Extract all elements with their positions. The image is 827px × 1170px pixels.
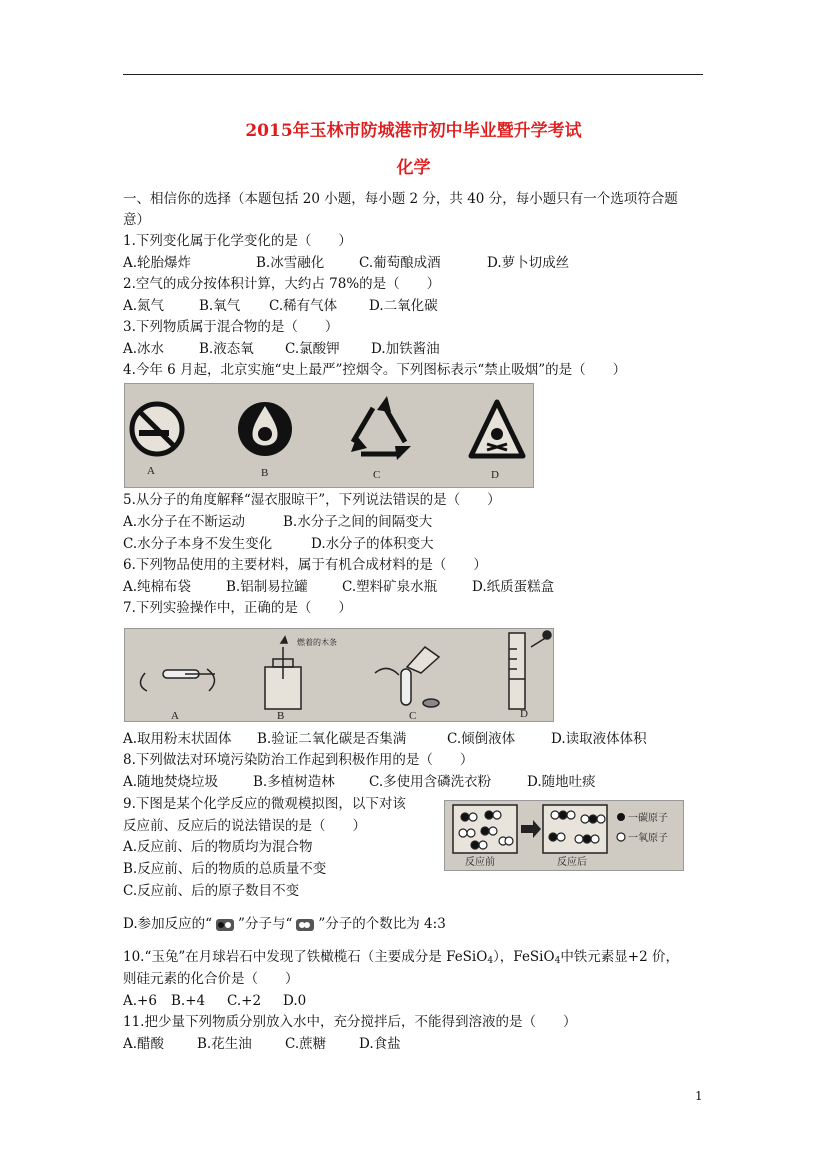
option: D.加铁酱油 bbox=[371, 341, 440, 357]
question-2: 2.空气的成分按体积计算，大约占 78%的是（ ） bbox=[123, 276, 441, 292]
question-5-options-ab bbox=[123, 513, 450, 531]
co-molecule-icon bbox=[216, 919, 234, 931]
option: A.随地焚烧垃圾 bbox=[123, 774, 219, 790]
option: A.氮气 bbox=[123, 298, 165, 314]
option: D.二氧化碳 bbox=[369, 298, 438, 314]
question-1: 1.下列变化属于化学变化的是（ ） bbox=[123, 233, 352, 249]
legend-oxygen: 一氧原子 bbox=[628, 833, 668, 844]
question-9: 9.下图是某个化学反应的微观模拟图，以下对该 bbox=[123, 796, 406, 812]
question-5: 5.从分子的角度解释“湿衣服晾干”，下列说法错误的是（ ） bbox=[123, 492, 501, 508]
option: A.水分子在不断运动 bbox=[123, 514, 246, 530]
option: D.0 bbox=[283, 993, 307, 1009]
question-10 bbox=[123, 948, 679, 970]
option: A.纯棉布袋 bbox=[123, 579, 192, 595]
q9-reaction-diagram bbox=[444, 800, 684, 871]
subject-title: 化学 bbox=[396, 158, 431, 178]
label-b: B bbox=[277, 710, 285, 721]
option: B.多植树造林 bbox=[253, 774, 335, 790]
question-6: 6.下列物品使用的主要材料，属于有机合成材料的是（ ） bbox=[123, 557, 487, 573]
option: B.验证二氧化碳是否集满 bbox=[257, 731, 407, 747]
option: B.液态氧 bbox=[199, 341, 254, 357]
header-rule bbox=[123, 74, 703, 75]
option: C.+2 bbox=[227, 993, 262, 1009]
label-b: B bbox=[261, 467, 269, 479]
option: B.氧气 bbox=[199, 298, 241, 314]
label-a: A bbox=[171, 710, 179, 721]
question-9-cont: 反应前、反应后的说法错误的是（ ） bbox=[123, 818, 366, 834]
option: D.水分子的体积变大 bbox=[311, 536, 434, 552]
question-10-text: 10.“玉兔”在月球岩石中发现了铁橄榄石（主要成分是 FeSiO bbox=[123, 949, 488, 965]
before-label: 反应前 bbox=[465, 857, 495, 868]
question-7: 7.下列实验操作中，正确的是（ ） bbox=[123, 600, 352, 616]
question-6-options bbox=[123, 578, 572, 596]
option: B.花生油 bbox=[197, 1036, 252, 1052]
question-7-options bbox=[123, 730, 665, 748]
question-10-cont: 则硅元素的化合价是（ ） bbox=[123, 971, 299, 987]
question-9-option-d bbox=[123, 915, 446, 933]
question-8: 8.下列做法对环境污染防治工作起到积极作用的是（ ） bbox=[123, 752, 474, 768]
question-11-options bbox=[123, 1035, 419, 1053]
option: C.塑料矿泉水瓶 bbox=[342, 579, 438, 595]
legend-carbon: 一碳原子 bbox=[628, 813, 668, 824]
option-d-text: ”分子与“ bbox=[238, 916, 293, 932]
question-10-options bbox=[123, 992, 324, 1010]
option-d-text: ”分子的个数比为 4:3 bbox=[318, 916, 446, 932]
option: D.读取液体体积 bbox=[551, 731, 647, 747]
question-5-options-cd bbox=[123, 535, 452, 553]
subscript: 4 bbox=[554, 956, 561, 966]
question-3-options bbox=[123, 340, 458, 358]
label-a: A bbox=[147, 465, 155, 477]
label-c: C bbox=[373, 469, 381, 481]
question-3: 3.下列物质属于混合物的是（ ） bbox=[123, 319, 339, 335]
question-2-options bbox=[123, 297, 456, 315]
section-instructions: 一、相信你的选择（本题包括 20 小题，每小题 2 分，共 40 分，每小题只有一个选项符合题 bbox=[123, 191, 678, 207]
label-c: C bbox=[409, 710, 417, 721]
option: A.醋酸 bbox=[123, 1036, 165, 1052]
option: B.反应前、后的物质的总质量不变 bbox=[123, 861, 327, 877]
option: A.轮胎爆炸 bbox=[123, 255, 192, 271]
label-d: D bbox=[491, 469, 499, 481]
question-10-text: 中铁元素显+2 价， bbox=[560, 949, 680, 965]
option: D.随地吐痰 bbox=[527, 774, 596, 790]
option: B.+4 bbox=[171, 993, 206, 1009]
option: C.氯酸钾 bbox=[285, 341, 340, 357]
o2-molecule-icon bbox=[296, 919, 314, 931]
no-smoking-icon bbox=[132, 404, 182, 454]
q4-sign-photo bbox=[124, 383, 534, 488]
q7-lab-photo bbox=[124, 628, 554, 722]
label-d: D bbox=[520, 708, 528, 720]
after-label: 反应后 bbox=[557, 857, 587, 868]
option: C.稀有气体 bbox=[269, 298, 338, 314]
option: B.水分子之间的间隔变大 bbox=[283, 514, 433, 530]
section-instructions-cont: 意） bbox=[123, 212, 150, 228]
question-4: 4.今年 6 月起，北京实施“史上最严”控烟令。下列图标表示“禁止吸烟”的是（ ） bbox=[123, 362, 627, 378]
water-saving-icon bbox=[238, 402, 292, 456]
question-1-options bbox=[123, 254, 587, 272]
option: D.食盐 bbox=[359, 1036, 401, 1052]
subscript: 4 bbox=[487, 956, 494, 966]
option: C.多使用含磷洗衣粉 bbox=[369, 774, 492, 790]
burning-stick-caption: 燃着的木条 bbox=[297, 638, 337, 647]
page-number: 1 bbox=[695, 1089, 703, 1103]
option: C.倾倒液体 bbox=[447, 731, 516, 747]
question-10-text: ），FeSiO bbox=[493, 949, 555, 965]
exam-title: 2015年玉林市防城港市初中毕业暨升学考试 bbox=[245, 121, 582, 141]
question-8-options bbox=[123, 773, 614, 791]
option: A.冰水 bbox=[123, 341, 165, 357]
option: B.铝制易拉罐 bbox=[226, 579, 308, 595]
option: D.萝卜切成丝 bbox=[487, 255, 570, 271]
option: C.葡萄酿成酒 bbox=[359, 255, 441, 271]
option: A.反应前、后的物质均为混合物 bbox=[123, 839, 313, 855]
option: C.蔗糖 bbox=[285, 1036, 327, 1052]
option: D.纸质蛋糕盒 bbox=[472, 579, 555, 595]
option: A.取用粉末状固体 bbox=[123, 731, 232, 747]
option-d-text: D.参加反应的“ bbox=[123, 916, 213, 932]
option: C.水分子本身不发生变化 bbox=[123, 536, 273, 552]
option: A.+6 bbox=[123, 993, 157, 1009]
option: B.冰雪融化 bbox=[256, 255, 325, 271]
option: C.反应前、后的原子数目不变 bbox=[123, 883, 300, 899]
question-11: 11.把少量下列物质分别放入水中，充分搅拌后，不能得到溶液的是（ ） bbox=[123, 1014, 577, 1030]
